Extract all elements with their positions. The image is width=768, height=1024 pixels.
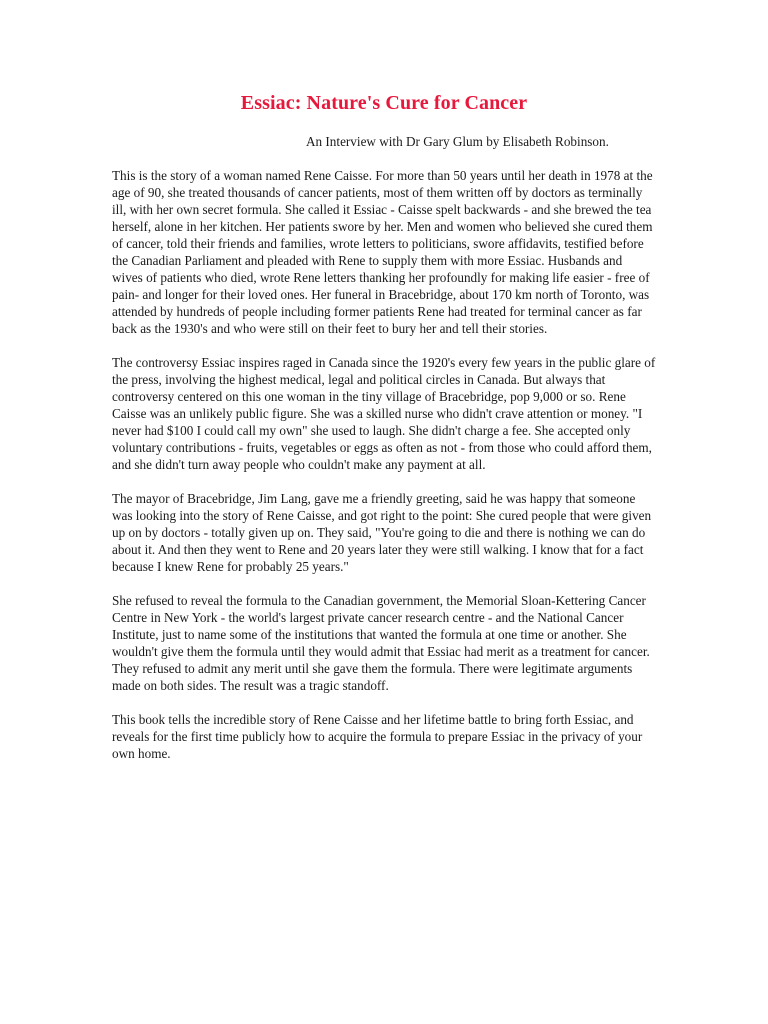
- paragraph-1: This is the story of a woman named Rene Caisse. For more than 50 years until her death in 1978 at the age of 90, she treated thousands of cancer patients, most of them written off by doctors as terminally ill, with her own secret formula. She called it Essiac - Caisse spelt backwards - and she brewed the tea herself, alone in her kitchen. Her patients swore by her. Men and women who believed she cured them of cancer, told their friends and families, wrote letters to politicians, swore affidavits, testified before the Canadian Parliament and pleaded with Rene to supply them with more Essiac. Husbands and wives of patients who died, wrote Rene letters thanking her profoundly for making life easier - free of pain- and longer for their loved ones. Her funeral in Bracebridge, about 170 km north of Toronto, was attended by hundreds of people including former patients Rene had treated for terminal cancer as far back as the 1930's and who were still on their feet to bury her and tell their stories.: [112, 168, 653, 336]
- paragraph-3: The mayor of Bracebridge, Jim Lang, gave me a friendly greeting, said he was happy that someone was looking into the story of Rene Caisse, and got right to the point: She cured people that were given up on by doctors - totally given up on. They said, "You're going to die and there is nothing we can do about it. And then they went to Rene and 20 years later they were still walking. I know that for a fact because I knew Rene for probably 25 years.": [112, 491, 652, 574]
- document-body: [112, 167, 656, 779]
- paragraph-5: This book tells the incredible story of Rene Caisse and her lifetime battle to bring forth Essiac, and reveals for the first time publicly how to acquire the formula to prepare Essiac in the privacy of your own home.: [112, 712, 643, 761]
- document-title: Essiac: Nature's Cure for Cancer: [240, 92, 528, 114]
- document-byline: An Interview with Dr Gary Glum by Elisabeth Robinson.: [306, 134, 609, 149]
- paragraph-4: She refused to reveal the formula to the Canadian government, the Memorial Sloan-Kettering Cancer Centre in New York - the world's largest private cancer research centre - and the National Cancer Institute, just to name some of the institutions that wanted the formula at one time or another. She wouldn't give them the formula until they would admit that Essiac had merit as a treatment for cancer. They refused to admit any merit until she gave them the formula. There were legitimate arguments made on both sides. The result was a tragic standoff.: [112, 593, 650, 693]
- paragraph-2: The controversy Essiac inspires raged in Canada since the 1920's every few years in the public glare of the press, involving the highest medical, legal and political circles in Canada. But always that controversy centered on this one woman in the tiny village of Bracebridge, pop 9,000 or so. Rene Caisse was an unlikely public figure. She was a skilled nurse who didn't crave attention or money. "I never had $100 I could call my own" she used to laugh. She didn't charge a fee. She accepted only voluntary contributions - fruits, vegetables or eggs as often as not - from those who could afford them, and she didn't turn away people who couldn't make any payment at all.: [112, 355, 656, 472]
